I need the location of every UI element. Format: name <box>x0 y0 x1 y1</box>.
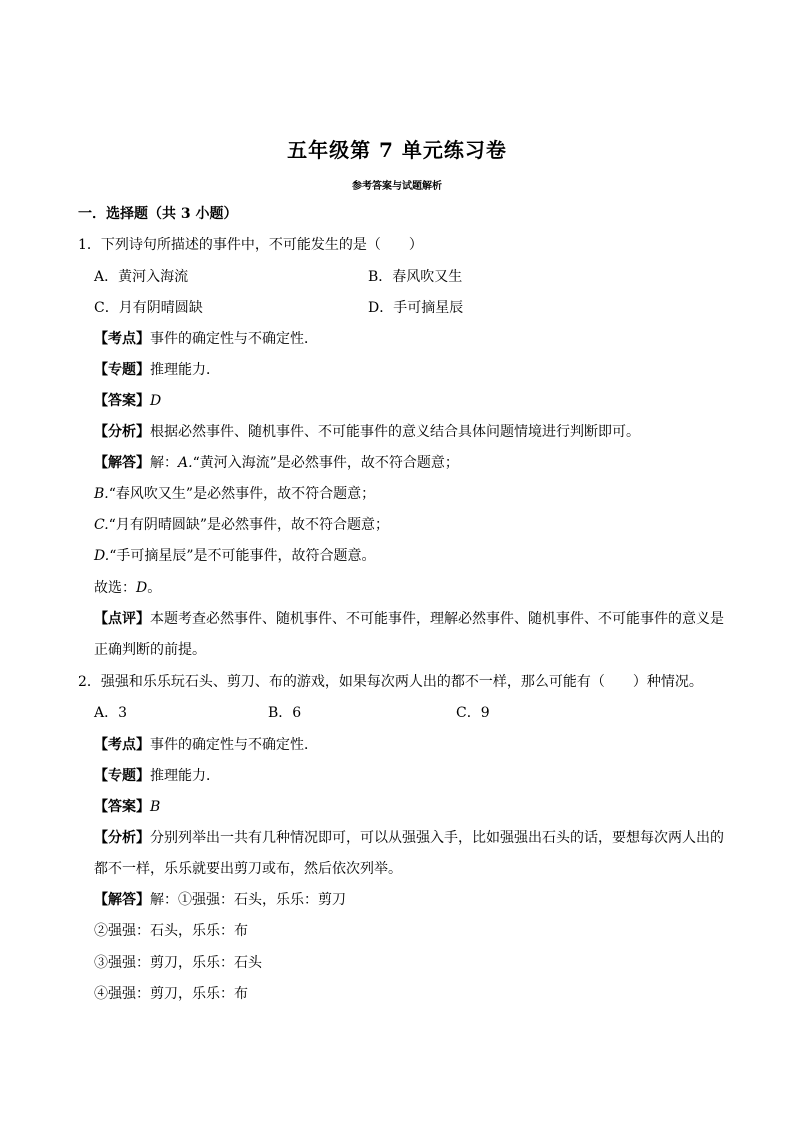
question-1-option-c: C．月有阴晴圆缺 <box>94 300 203 316</box>
question-1-stem: 1．下列诗句所描述的事件中，不可能发生的是（ ） <box>78 237 423 253</box>
selection-suffix: 。 <box>147 580 162 596</box>
answer-tag: 【答案】 <box>94 799 150 815</box>
zhuanti-tag: 【专题】 <box>94 768 150 784</box>
q1-solution-c <box>94 515 389 535</box>
analysis-tag: 【分析】 <box>94 424 150 440</box>
q2-analysis-cont: 都不一样，乐乐就要出剪刀或布，然后依次列举。 <box>94 861 402 877</box>
analysis-text: 分别列举出一共有几种情况即可，可以从强强入手，比如强强出石头的话，要想每次两人出的 <box>150 830 724 846</box>
q2-kaodian <box>94 735 318 755</box>
analysis-tag: 【分析】 <box>94 830 150 846</box>
solution-tag: 【解答】 <box>94 892 150 908</box>
q2-solution-2: ②强强：石头，乐乐：布 <box>94 923 248 939</box>
solution-b-text: “春风吹又生”是必然事件，故不符合题意； <box>108 486 376 502</box>
kaodian-text: 事件的确定性与不确定性． <box>150 331 318 347</box>
q1-solution-b <box>94 484 375 504</box>
q2-solution <box>94 890 346 910</box>
q1-solution <box>94 453 459 473</box>
q1-analysis <box>94 422 640 442</box>
page-subtitle: 参考答案与试题解析 <box>352 181 442 192</box>
solution-text: 解：①强强：石头，乐乐：剪刀 <box>150 892 346 908</box>
comment-tag: 【点评】 <box>94 611 150 627</box>
q2-solution-3: ③强强：剪刀，乐乐：石头 <box>94 955 262 971</box>
solution-d-letter: D. <box>94 548 110 564</box>
q1-kaodian <box>94 329 318 349</box>
question-1-option-a: A．黄河入海流 <box>94 269 189 285</box>
question-2-option-a: A．3 <box>94 705 128 721</box>
question-1-option-b: B．春风吹又生 <box>368 269 463 285</box>
kaodian-tag: 【考点】 <box>94 737 150 753</box>
q1-zhuanti <box>94 360 220 380</box>
kaodian-text: 事件的确定性与不确定性． <box>150 737 318 753</box>
q2-zhuanti <box>94 766 220 786</box>
q1-comment <box>94 609 724 629</box>
kaodian-tag: 【考点】 <box>94 331 150 347</box>
q1-selection <box>94 578 161 598</box>
q2-solution-4: ④强强：剪刀，乐乐：布 <box>94 986 248 1002</box>
zhuanti-text: 推理能力． <box>150 768 220 784</box>
q1-answer <box>94 391 161 411</box>
zhuanti-tag: 【专题】 <box>94 362 150 378</box>
solution-prefix: 解： <box>150 455 178 471</box>
answer-tag: 【答案】 <box>94 393 150 409</box>
solution-c-letter: C. <box>94 517 109 533</box>
solution-a-text: “黄河入海流”是必然事件，故不符合题意； <box>192 455 459 471</box>
page-title: 五年级第 7 单元练习卷 <box>287 138 507 162</box>
question-1-option-d: D．手可摘星辰 <box>368 300 464 316</box>
q2-analysis <box>94 828 724 848</box>
selection-prefix: 故选： <box>94 580 136 596</box>
comment-text: 本题考查必然事件、随机事件、不可能事件，理解必然事件、随机事件、不可能事件的意义是 <box>150 611 724 627</box>
solution-c-text: “月有阴晴圆缺”是必然事件，故不符合题意； <box>108 517 389 533</box>
q1-comment-cont: 正确判断的前提。 <box>94 642 206 658</box>
question-2-stem: 2．强强和乐乐玩石头、剪刀、布的游戏，如果每次两人出的都不一样，那么可能有（ ）种情况。 <box>78 674 703 690</box>
q2-answer <box>94 797 160 817</box>
section-heading: 一．选择题（共 3 小题） <box>78 206 238 222</box>
answer-text: D <box>150 393 162 409</box>
question-2-option-c: C．9 <box>456 705 490 721</box>
solution-a-letter: A. <box>178 455 193 471</box>
solution-d-text: “手可摘星辰”是不可能事件，故符合题意。 <box>109 548 376 564</box>
solution-tag: 【解答】 <box>94 455 150 471</box>
solution-b-letter: B. <box>94 486 109 502</box>
zhuanti-text: 推理能力． <box>150 362 220 378</box>
question-2-option-b: B．6 <box>268 705 302 721</box>
answer-text: B <box>150 799 161 815</box>
selection-letter: D <box>136 580 148 596</box>
q1-solution-d <box>94 546 376 566</box>
analysis-text: 根据必然事件、随机事件、不可能事件的意义结合具体问题情境进行判断即可。 <box>150 424 640 440</box>
